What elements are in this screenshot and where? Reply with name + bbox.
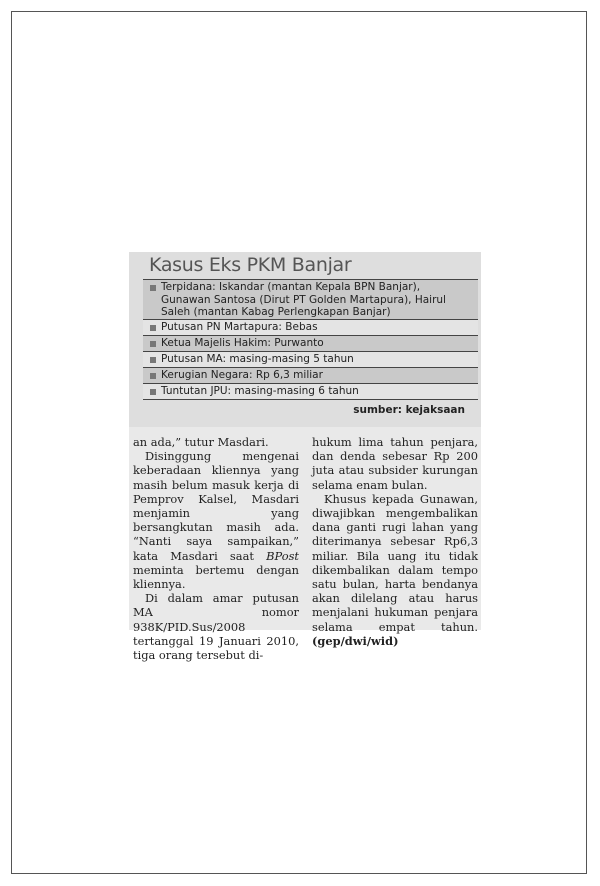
- square-bullet-icon: [150, 285, 156, 291]
- square-bullet-icon: [150, 373, 156, 379]
- publication-name: BPost: [266, 548, 299, 563]
- square-bullet-icon: [150, 341, 156, 347]
- square-bullet-icon: [150, 325, 156, 331]
- info-item: [143, 335, 478, 351]
- info-item-text: Putusan PN Martapura: Bebas: [161, 321, 318, 333]
- info-box-title: Kasus Eks PKM Banjar: [149, 254, 352, 276]
- info-item-text: Tuntutan JPU: masing-masing 6 tahun: [161, 385, 359, 397]
- info-item-text: Putusan MA: masing-masing 5 tahun: [161, 353, 354, 365]
- paragraph: hukum lima tahun penjara, dan denda sebesar Rp 200 juta atau subsider kurungan selama enam bulan.: [312, 435, 478, 492]
- paragraph: Di dalam amar putusan MA nomor 938K/PID.Sus/2008 tertanggal 19 Januari 2010, tiga orang tersebut di-: [133, 591, 299, 663]
- paragraph-text: Disinggung mengenai keberadaan kliennya yang masih belum masuk kerja di Pemprov Kalsel, Masdari menjamin yang bersangkutan masih ada. “Nanti saya sampaikan,” kata Masdari saat: [133, 449, 299, 563]
- info-item-text: Terpidana: Iskandar (mantan Kepala BPN Banjar), Gunawan Santosa (Dirut PT Golden Martapura), Hairul Saleh (mantan Kabag Perlengkapan Banjar): [161, 281, 446, 318]
- square-bullet-icon: [150, 357, 156, 363]
- newspaper-clipping: [129, 252, 481, 663]
- info-item: [143, 367, 478, 383]
- paragraph-text: Khusus kepada Gunawan, diwajibkan mengembalikan dana ganti rugi lahan yang diterimanya sebesar Rp6,3 miliar. Bila uang itu tidak dikembalikan dalam tempo satu bulan, harta bendanya akan dilelang atau harus menjalani hukuman penjara selama empat tahun.: [312, 491, 478, 634]
- info-item: [143, 383, 478, 400]
- paragraph: an ada,” tutur Masdari.: [133, 435, 269, 449]
- article-column-right: [312, 435, 478, 648]
- info-item-text: Ketua Majelis Hakim: Purwanto: [161, 337, 324, 349]
- square-bullet-icon: [150, 389, 156, 395]
- info-item-text: Kerugian Negara: Rp 6,3 miliar: [161, 369, 323, 381]
- byline: (gep/dwi/wid): [312, 633, 399, 648]
- paragraph: [312, 492, 478, 648]
- info-item: [143, 279, 478, 319]
- info-item: [143, 351, 478, 367]
- case-info-box: [129, 252, 481, 427]
- info-item: [143, 319, 478, 335]
- paragraph-text: meminta bertemu dengan kliennya.: [133, 562, 299, 592]
- source-credit: sumber: kejaksaan: [353, 404, 465, 416]
- paragraph: [133, 449, 299, 591]
- article-column-left: [133, 435, 299, 662]
